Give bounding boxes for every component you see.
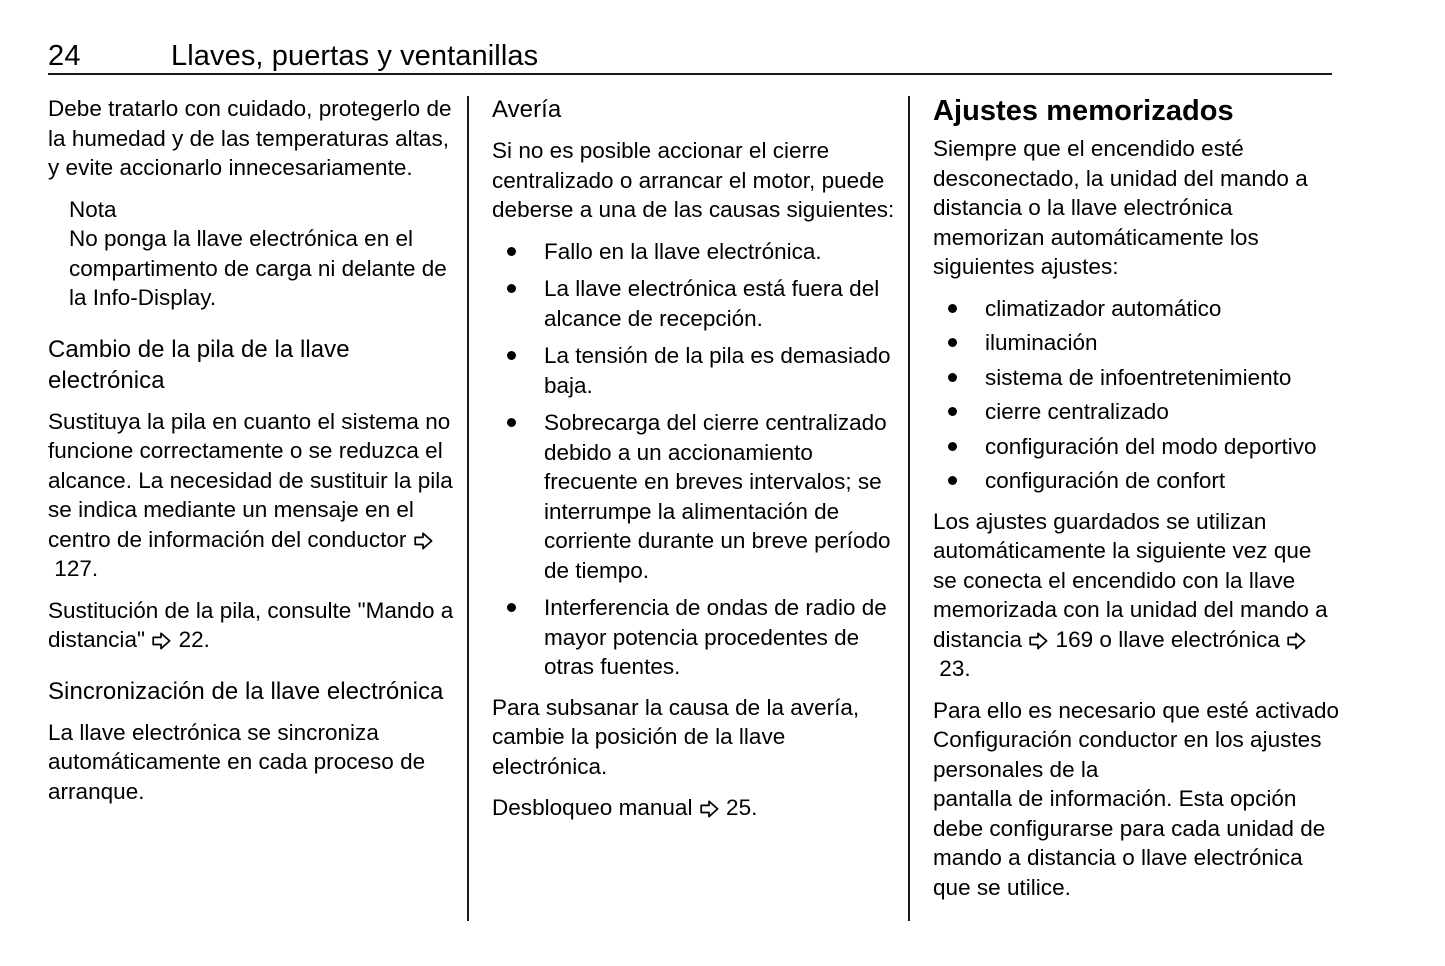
page-ref-number: 22. [178,627,210,652]
paragraph-battery-replace [48,407,456,584]
list-item [933,363,1341,393]
list-item-label: sistema de infoentretenimiento [985,364,1292,390]
bullet-dot-icon [507,603,516,612]
page-ref-number-2: 23. [939,656,971,681]
column-2 [492,94,900,924]
bullet-dot-icon [948,304,957,313]
page-ref-arrow-icon [152,632,171,650]
heading-malfunction: Avería [492,96,562,123]
paragraph-manual-unlock [492,793,900,823]
list-malfunction-causes [492,237,900,682]
header-divider-rule [48,73,1332,75]
paragraph-care-instructions: Debe tratarlo con cuidado, protegerlo de la humedad y de las temperaturas altas, y evite accionarlo innecesariamente. [48,96,452,180]
note-block [48,195,456,313]
list-item-label: Fallo en la llave electrónica. [544,238,822,264]
page-ref-arrow-icon [1287,632,1306,650]
list-item-label: climatizador automático [985,295,1222,321]
list-item [492,237,900,267]
bullet-dot-icon [507,284,516,293]
column-divider-1 [467,96,469,921]
page-title: Llaves, puertas y ventanillas [171,40,539,72]
bullet-dot-icon [507,247,516,256]
heading-battery-change: Cambio de la pila de la llave electrónica [48,335,350,394]
paragraph-battery-see-remote-text: Sustitución de la pila, consulte "Mando a distancia" [48,597,454,652]
page-ref-arrow-icon [1029,632,1048,650]
paragraph-driver-config-b: pantalla de información. Esta opción debe configurarse para cada unidad de mando a distancia o llave electrónica que se utilice. [933,786,1326,900]
list-item [933,294,1341,324]
paragraph-battery-see-remote [48,596,456,655]
list-item-label: Sobrecarga del cierre centralizado debido a un accionamiento frecuente en breves intervalos; se interrumpe la alimentación de corriente durante un breve período de tiempo. [544,410,891,583]
list-stored-settings [933,294,1341,496]
list-item-label: cierre centralizado [985,399,1169,424]
paragraph-saved-settings-text: Los ajustes guardados se utilizan automáticamente la siguiente vez que se conecta el encendido con la llave memorizada con la unidad del mando a distancia [933,508,1328,652]
list-item-label: La llave electrónica está fuera del alcance de recepción. [544,276,880,331]
list-item [933,328,1341,358]
column-1 [48,94,456,924]
list-item-label: configuración de confort [985,468,1226,493]
list-item [492,593,900,682]
bullet-dot-icon [948,338,957,347]
list-item-label: La tensión de la pila es demasiado baja. [544,343,891,398]
bullet-dot-icon [948,442,957,451]
bullet-dot-icon [948,407,957,416]
bullet-dot-icon [948,476,957,485]
bullet-dot-icon [948,373,957,382]
paragraph-driver-config-a: Para ello es necesario que esté activado Configuración conductor en los ajustes personales de la [933,697,1340,782]
page-ref-arrow-icon [414,532,433,550]
list-item [492,408,900,585]
page-ref-arrow-icon [700,800,719,818]
page-number: 24 [48,40,81,72]
page-running-header [48,38,1332,78]
list-item-label: configuración del modo deportivo [985,433,1317,459]
heading-stored-settings: Ajustes memorizados [933,95,1234,127]
column-divider-2 [908,96,910,921]
paragraph-manual-unlock-text: Desbloqueo manual [492,795,693,820]
list-item [933,397,1341,427]
paragraph-key-sync: La llave electrónica se sincroniza automáticamente en cada proceso de arranque. [48,719,426,804]
page-ref-number: 127. [54,556,99,581]
paragraph-malfunction-remedy: Para subsanar la causa de la avería, cambie la posición de la llave electrónica. [492,694,860,779]
list-item-label: iluminación [985,330,1098,355]
paragraph-battery-replace-text: Sustituya la pila en cuanto el sistema no funcione correctamente o se reduzca el alcance. La necesidad de sustituir la pila se indica mediante un mensaje en el centro de información del conductor [48,408,453,552]
note-text: No ponga la llave electrónica en el compartimento de carga ni delante de la Info-Display. [69,226,447,310]
paragraph-malfunction-intro: Si no es posible accionar el cierre centralizado o arrancar el motor, puede deberse a una de las causas siguientes: [492,138,895,222]
page-ref-number: 25. [726,795,758,820]
paragraph-stored-settings-intro: Siempre que el encendido esté desconectado, la unidad del mando a distancia o la llave electrónica memorizan automáticamente los siguientes ajustes: [933,136,1308,279]
heading-key-sync: Sincronización de la llave electrónica [48,677,444,705]
column-3 [933,94,1341,924]
bullet-dot-icon [507,351,516,360]
list-item [933,432,1341,462]
list-item-label: Interferencia de ondas de radio de mayor potencia procedentes de otras fuentes. [544,595,887,679]
page-columns [48,94,1338,924]
bullet-dot-icon [507,418,516,427]
list-item [492,341,900,400]
list-item [933,466,1341,496]
note-title: Nota [69,196,117,222]
page-ref-number-1: 169 o llave electrónica [1055,626,1280,652]
paragraph-saved-settings-usage [933,507,1341,684]
list-item [492,274,900,333]
